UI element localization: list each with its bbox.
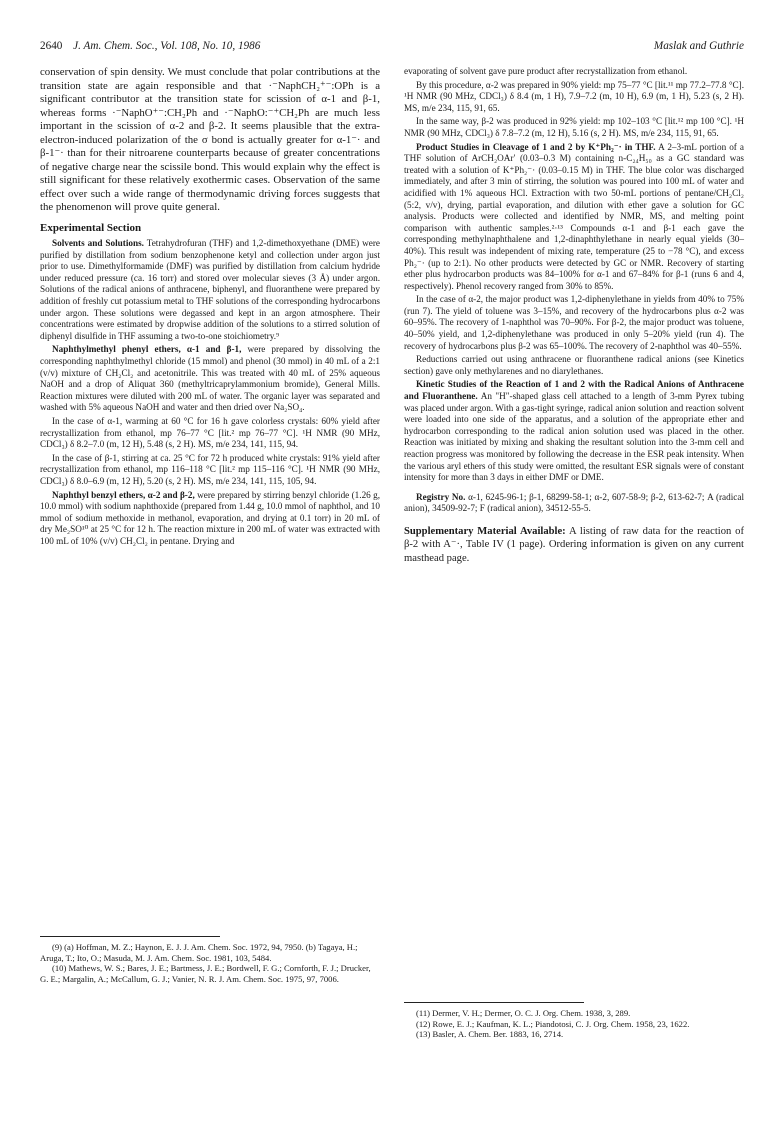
left-column (40, 66, 380, 550)
supplementary-head: Supplementary Material Available: (404, 525, 566, 537)
registry-head: Registry No. (416, 491, 466, 502)
running-header (40, 40, 744, 56)
footnote-9: (9) (a) Hoffman, M. Z.; Haynon, E. J. J. Am. Chem. Soc. 1972, 94, 7950. (b) Tagaya, H.; Aruga, T.; Ito, O.; Masuda, M. J. Am. Chem. Soc. 1981, 103, 5484. (40, 942, 358, 963)
benzyl-runin-head: Naphthyl benzyl ethers, α-2 and β-2, (52, 489, 195, 500)
naphthylmethyl-runin-head: Naphthylmethyl phenyl ethers, α-1 and β-1, (52, 344, 242, 355)
footnotes-right (404, 1008, 744, 1040)
right-column (404, 66, 744, 567)
naphthylmethyl-text: were prepared by dissolving the corresponding naphthylmethyl chloride (15 mmol) and phenol (30 mmol) in 40 mL of a 2:1 (v/v) mixture of CH₂Cl₂ and acetonitrile. This was treated with 40 mL of 25% aqueous NaOH and a drop of Aliquat 360 (methyltricaprylammonium bromide), General Mills. Reaction mixtures were diluted with 200 mL of water. The organic layer was separated and washed with 5% aqueous NaOH and water and then dried over Na₂SO₄. (40, 344, 380, 413)
supplementary-block (404, 525, 744, 565)
benzyl-ether-paragraph (40, 490, 380, 548)
kinetic-text: An "H"-shaped glass cell attached to a length of 3-mm Pyrex tubing was placed under argon. With a gas-tight syringe, radical anion solution and reaction solvent were loaded into one side of the apparatus, and a solution of the appropriate ether and hydrocarbon corresponding to the radical anion solution used was placed in the other. Reaction was initiated by mixing and shaking the resultant solution into the 3-mm cell and reaction progress was monitored by following the decrease in the ESR peak intensity. When the various aryl ethers of this study were omitted, the resultant ESR signals were of constant intensity for more than 3 days in either DMF or DME. (404, 391, 744, 483)
reductions-paragraph: Reductions carried out using anthracene or fluoranthene radical anions (see Kinetics section) gave only methylarenes and no diarylethanes. (404, 354, 744, 376)
footnote-11: (11) Dermer, V. H.; Dermer, O. C. J. Org. Chem. 1938, 3, 289. (416, 1008, 631, 1018)
header-left (40, 40, 260, 52)
footnote-12: (12) Rowe, E. J.; Kaufman, K. L.; Piandotosi, C. J. Org. Chem. 1958, 23, 1622. (416, 1018, 690, 1029)
alpha2-case-paragraph: In the case of α-2, the major product was 1,2-diphenylethane in yields from 40% to 75% (run 7). The yield of toluene was 3–15%, and recovery of the hydrocarbons plus α-2 was 60–95%. The recovery of 1-naphthol was 70–90%. For β-2, the major product was toluene, 40–50% yield, and 1,2-diphenylethane was produced in only 5–20% yield (run 4). The recovery of hydrocarbons plus β-2 was 65–100%. The recovery of 2-naphthol was 40–55%. (404, 294, 744, 351)
registry-block (404, 492, 744, 515)
journal-citation: J. Am. Chem. Soc., Vol. 108, No. 10, 1986 (73, 40, 261, 52)
alpha2-paragraph: By this procedure, α-2 was prepared in 90% yield: mp 75–77 °C [lit.¹¹ mp 77.2–77.8 °C]. ¹H NMR (90 MHz, CDCl₃) δ 8.4 (m, 1 H), 7.9–7.2 (m, 10 H), 6.9 (m, 1 H), 5.23 (s, 2 H). MS, m/e 234, 115, 91, 65. (404, 79, 744, 113)
footnote-10: (10) Mathews, W. S.; Bares, J. E.; Bartmess, J. E.; Bordwell, F. G.; Cornforth, F. J.; Drucker, G. E.; Margalin, A.; McCallum, G. J.; Vanier, N. R. J. Am. Chem. Soc. 1975, 97, 7006. (40, 963, 371, 984)
solvents-paragraph (40, 238, 380, 342)
author-names: Maslak and Guthrie (653, 40, 744, 52)
kinetic-paragraph (404, 379, 744, 483)
supplementary-paragraph (404, 525, 744, 565)
product-studies-paragraph (404, 142, 744, 293)
registry-paragraph (404, 492, 744, 515)
continued-paragraph: evaporating of solvent gave pure product after recrystallization from ethanol. (404, 66, 688, 76)
footnotes-left (40, 942, 380, 984)
kinetic-runin-head: Kinetic Studies of the Reaction of 1 and 2 with the Radical Anions of Anthracene and Fluoranthene. (404, 379, 744, 402)
beta1-paragraph: In the case of β-1, stirring at ca. 25 °C for 72 h produced white crystals: 91% yield after recrystallization from ethanol, mp 116–118 °C [lit.² mp 115–116 °C]. ¹H NMR (90 MHz, CDCl₃) δ 8.0–6.9 (m, 12 H), 5.20 (s, 2 H). MS, m/e 234, 141, 115, 105, 94. (40, 452, 380, 486)
page-number: 2640 (40, 40, 63, 52)
footnote-rule-left (40, 936, 220, 937)
solvents-text: Tetrahydrofuran (THF) and 1,2-dimethoxyethane (DME) were purified by distillation from sodium benzophenone ketyl and collection under argon just prior to use. Dimethylformamide (DMF) was purified by distillation from calcium hydride under reduced pressure (ca. 16 torr) and stored over molecular sieves (3 Å) under argon. Solutions of the radical anions of anthracene, biphenyl, and fluoranthene were prepared by addition of freshly cut potassium metal to THF solutions of the corresponding hydrocarbons under argon. These solutions were degassed and kept in an argon atmosphere. Their concentrations were estimated by dropwise addition of the solutions to a stirred solution of diphenyl disulfide in THF assuming a two-to-one stoichiometry.⁹ (40, 238, 381, 341)
beta2-paragraph: In the same way, β-2 was produced in 92% yield: mp 102–103 °C [lit.¹² mp 100 °C]. ¹H NMR (90 MHz, CDCl₃) δ 7.8–7.2 (m, 12 H), 5.16 (s, 2 H). MS, m/e 234, 115, 91, 65. (404, 116, 744, 138)
supplementary-text: A listing of raw data for the reaction of β-2 with A⁻·, Table IV (1 page). Ordering information is given on any current masthead page. (404, 525, 744, 564)
intro-block (40, 66, 380, 215)
benzyl-text: were prepared by stirring benzyl chloride (1.26 g, 10.0 mmol) with sodium naphthoxide (prepared from 1.44 g, 10.0 mmol of naphthol, and 10 mmol of sodium methoxide in methanol, evaporation, and drying at 0.1 torr) in 20 mL of dry Me₂SO¹⁰ at 25 °C for 12 h. The reaction mixture in 200 mL of water was extracted with 100 mL of 10% (v/v) CH₂Cl₂ in pentane. Drying and (40, 489, 381, 546)
solvents-runin-head: Solvents and Solutions. (52, 238, 144, 249)
section-heading: Experimental Section (40, 221, 142, 234)
footnote-rule-right (404, 1002, 584, 1003)
registry-text: α-1, 6245-96-1; β-1, 68299-58-1; α-2, 607-58-9; β-2, 613-62-7; A (radical anion), 34509-92-7; F (radical anion), 34512-55-5. (404, 491, 744, 514)
product-text: A 2–3-mL portion of a THF solution of ArCH₂OAr′ (0.03–0.3 M) containing n-C₂₄H₅₀ as a GC standard was treated with a solution of K⁺Ph₂⁻· (0.03–0.15 M) in THF. The blue color was discharged immediately, and after 3 min of stirring, the solution was poured into 100 mL of water and acidified with 1% aqueous HCl. Extraction with two 50-mL portions of pentane/CH₂Cl₂ (5:2, v/v), drying, partial evaporation, and dilution with ether gave a solution for GC analysis. Products were collected and identified by NMR, MS, and melting point comparison with authentic samples.²·¹³ Compounds α-1 and β-1 each gave the corresponding methylnaphthalene and 1,2-dinaphthylethane in nearly equal yields (30–40%). This result was independent of mixing rate, temperature (25 to −78 °C), and excess Ph₂⁻· (up to 2:1). No other products were detected by GC or NMR. Recovery of starting ether plus hydrocarbon products was 84–100% for α-1 and 67–84% for β-1 (runs 6 and 4, respectively). Phenol recovery ranged from 30% to 85%. (404, 141, 744, 291)
footnote-13: (13) Basler, A. Chem. Ber. 1883, 16, 2714. (416, 1029, 564, 1040)
alpha1-paragraph: In the case of α-1, warming at 60 °C for 16 h gave colorless crystals: 60% yield after recrystallization from ethanol, mp 76–77 °C [lit.² mp 76–77 °C]. ¹H NMR (90 MHz, CDCl₃) δ 8.2–7.0 (m, 12 H), 5.48 (s, 2 H). MS, m/e 234, 141, 115, 94. (40, 416, 380, 450)
intro-paragraph: conservation of spin density. We must conclude that polar contributions at the transition state are again responsible and that ·⁻NaphCH₂⁺⁻:OPh is a significant contributor at the transition state for scission of α-1 and β-1, whereas forms ·⁻NaphO⁺⁻:CH₂Ph and ·⁻NaphO:⁻⁺CH₂Ph are much less important in the scission of α-2 and β-2. It seems plausible that the extra-electron-induced polarization of the σ bond is actually greater for α-1⁻· and β-1⁻· than for their nitroarene counterparts because of greater concentrations of negative charge near the scissile bond. This would explain why the effect is still significant for these relatively exothermic cases. Observation of the same effect over such a wide range of thermodynamic driving forces suggests that the phenomenon will prove quite general. (40, 66, 380, 213)
product-runin-head: Product Studies in Cleavage of 1 and 2 by K⁺Ph₂⁻· in THF. (416, 141, 656, 152)
naphthylmethyl-paragraph (40, 344, 380, 414)
